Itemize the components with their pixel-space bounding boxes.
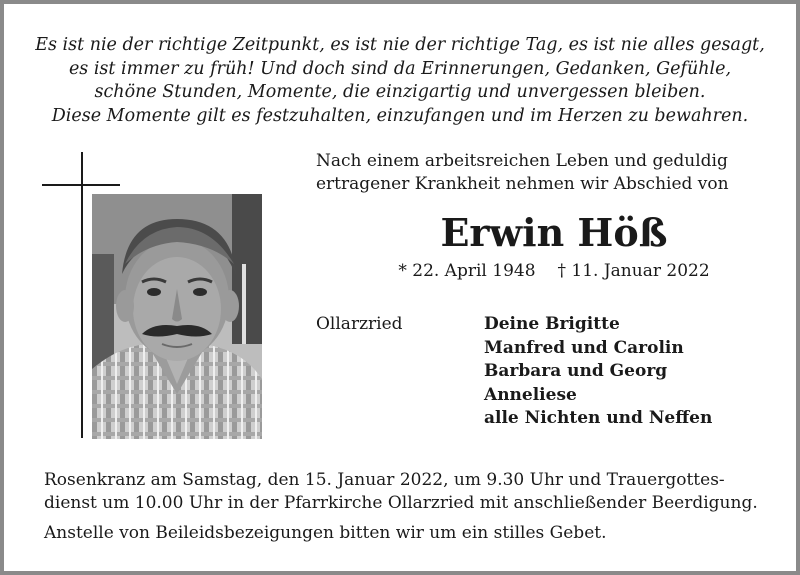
service-details <box>44 469 764 515</box>
service-line: Rosenkranz am Samstag, den 15. Januar 2022, um 9.30 Uhr und Trauergottes- <box>44 470 725 490</box>
verse-line: es ist immer zu früh! Und doch sind da Erinnerungen, Gedanken, Gefühle, <box>68 58 732 79</box>
verse-line: Es ist nie der richtige Zeitpunkt, es ist nie der richtige Tag, es ist nie alles gesagt, <box>35 35 765 55</box>
deceased-name: Erwin Höß <box>440 210 668 255</box>
closing-request: Anstelle von Beileidsbezeigungen bitten wir um ein stilles Gebet. <box>44 523 607 543</box>
memorial-verse <box>24 34 776 128</box>
mourner-item: Manfred und Carolin <box>484 337 684 358</box>
cross-icon-vertical <box>81 152 83 438</box>
death-date: † 11. Januar 2022 <box>557 261 710 281</box>
place-name: Ollarzried <box>316 314 403 334</box>
life-dates <box>304 260 800 282</box>
birth-date: * 22. April 1948 <box>398 261 536 281</box>
cross-icon-horizontal <box>42 184 120 186</box>
mourner-item: Anneliese <box>484 384 577 405</box>
portrait-image <box>92 194 262 439</box>
verse-line: Diese Momente gilt es festzuhalten, einzufangen und im Herzen zu bewahren. <box>51 105 749 126</box>
verse-line: schöne Stunden, Momente, die einzigartig und unvergessen bleiben. <box>94 82 706 102</box>
intro-line: Nach einem arbeitsreichen Leben und geduldig <box>316 151 728 171</box>
service-line: dienst um 10.00 Uhr in der Pfarrkirche Ollarzried mit anschließender Beerdigung. <box>44 493 758 513</box>
mourners-list <box>484 313 712 431</box>
intro-line: ertragener Krankheit nehmen wir Abschied von <box>316 173 729 194</box>
mourner-item: Barbara und Georg <box>484 361 668 381</box>
mourner-item: alle Nichten und Neffen <box>484 408 713 428</box>
intro-text <box>316 150 776 195</box>
mourner-item: Deine Brigitte <box>484 314 620 334</box>
portrait-photo <box>92 194 262 439</box>
